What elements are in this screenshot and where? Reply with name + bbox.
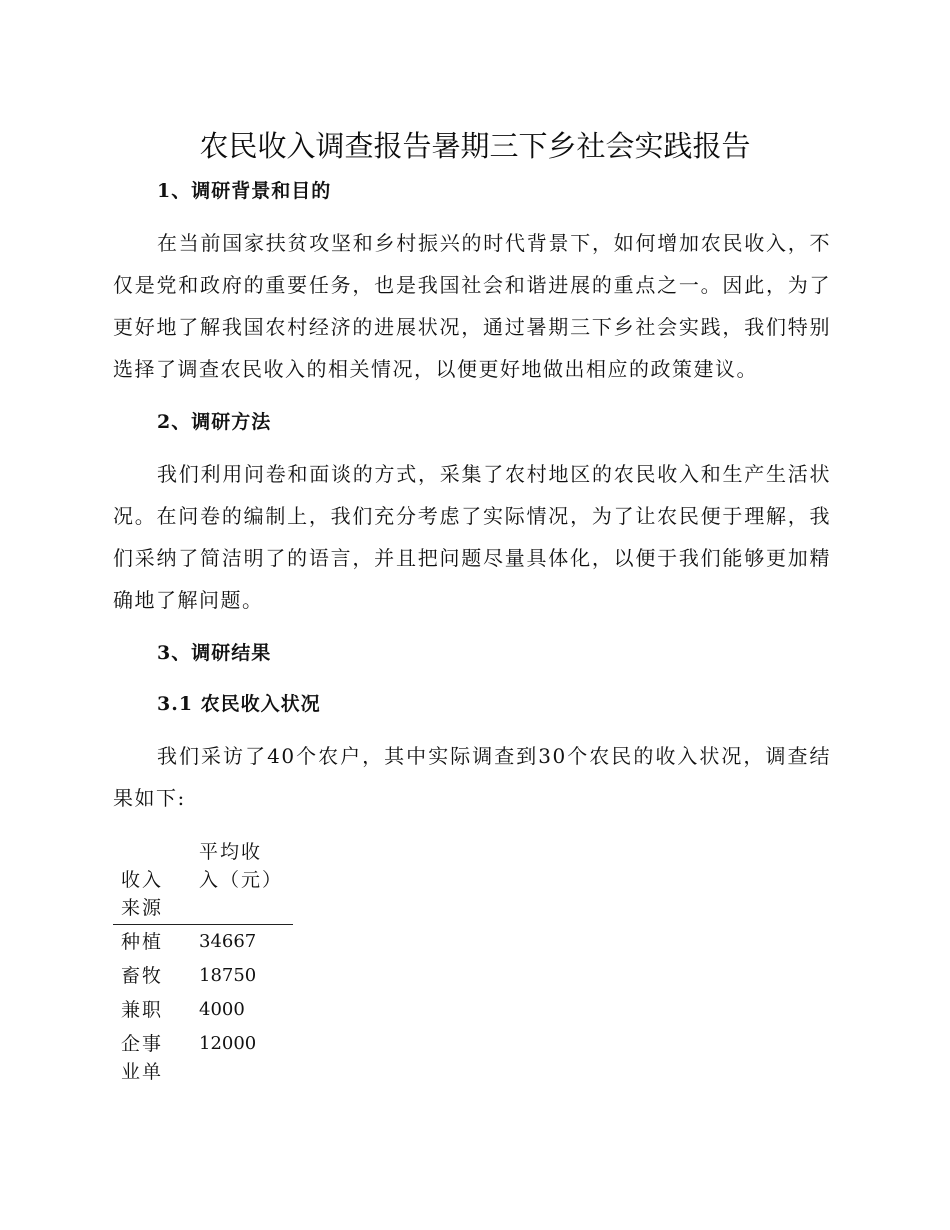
- table-cell-income: 12000: [199, 1033, 257, 1054]
- table-cell-source: 企事业单: [121, 1033, 164, 1083]
- table-row: [113, 959, 293, 993]
- table-row: [113, 1027, 293, 1089]
- section-paragraph-method: 我们利用问卷和面谈的方式，采集了农村地区的农民收入和生产生活状况。在问卷的编制上，我们充分考虑了实际情况，为了让农民便于理解，我们采纳了简洁明了的语言，并且把问题尽量具体化，以便于我们能够更加精确地了解问题。: [113, 462, 831, 612]
- table-cell-source: 畜牧: [121, 965, 164, 987]
- section-heading-income: 3.1 农民收入状况: [157, 693, 321, 715]
- table-row: [113, 925, 293, 959]
- table-cell-source: 兼职: [121, 999, 164, 1021]
- section-heading-background: 1、调研背景和目的: [157, 180, 332, 202]
- table-cell-source: 种植: [121, 931, 164, 953]
- table-header-income: 平均收入（元）: [199, 841, 284, 891]
- income-table: [113, 838, 293, 1089]
- table-header-row: [113, 838, 293, 925]
- table-row: [113, 993, 293, 1027]
- table-cell-income: 18750: [199, 965, 257, 986]
- section-paragraph-income: 我们采访了40个农户，其中实际调查到30个农民的收入状况，调查结果如下:: [113, 744, 831, 810]
- table-cell-income: 4000: [199, 999, 245, 1020]
- section-heading-method: 2、调研方法: [157, 411, 272, 433]
- table-header-source: 收入来源: [121, 869, 164, 919]
- section-heading-results: 3、调研结果: [157, 642, 272, 664]
- section-paragraph-background: 在当前国家扶贫攻坚和乡村振兴的时代背景下，如何增加农民收入，不仅是党和政府的重要任务，也是我国社会和谐进展的重点之一。因此，为了更好地了解我国农村经济的进展状况，通过暑期三下乡社会实践，我们特别选择了调查农民收入的相关情况，以便更好地做出相应的政策建议。: [113, 231, 831, 381]
- table-cell-income: 34667: [199, 931, 257, 952]
- document-title: 农民收入调查报告暑期三下乡社会实践报告: [199, 129, 751, 163]
